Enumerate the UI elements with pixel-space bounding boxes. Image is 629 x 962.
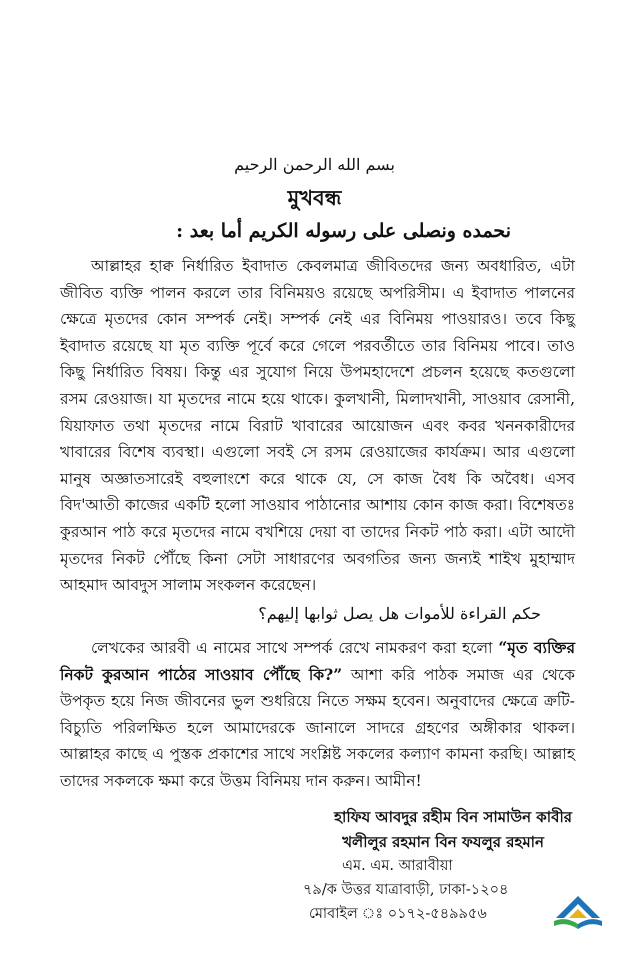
signature-author-2: খলীলুর রহমান বিন ফযলুর রহমান [342, 833, 544, 851]
paragraph-2 [60, 635, 575, 795]
paragraph-2-after: আশা করি পাঠক সমাজ এর থেকে উপকৃত হয়ে নিজ জীবনের ভুল শুধরিয়ে নিতে সক্ষম হবেন। অনুবাদের ক্ষেত্রে ক্রটি-বিচ্যুতি পরিলক্ষিত হলে আমাদেরকে জানালে সাদরে গ্রহণের অঙ্গীকার থাকল। আল্লাহর কাছে এ পুস্তক প্রকাশের সাথে সংশ্লিষ্ট সকলের কল্যাণ কামনা করছি। আল্লাহ তাদের সকলকে ক্ষমা করে উত্তম বিনিময় দান করুন। আমীন! [60, 665, 576, 790]
paragraph-1: আল্লাহর হাক্ব নির্ধারিত ইবাদাত কেবলমাত্র জীবিতদের জন্য অবধারিত, এটা জীবিত ব্যক্তি পালন করলে তার বিনিময়ও রয়েছে অপরিসীম। এ ইবাদাত পালনের ক্ষেত্রে মৃতদের কোন সম্পর্ক নেই। সম্পর্ক নেই এর বিনিময় পাওয়ারও। তবে কিছু ইবাদাত রয়েছে যা মৃত ব্যক্তি পূর্বে করে গেলে পরবর্তীতে তার বিনিময় পাবে। তাও কিছু নির্ধারিত বিষয়। কিন্তু এর সুযোগ নিয়ে উপমহাদেশে প্রচলন হয়েছে কতগুলো রসম রেওয়াজ। যা মৃতদের নামে হয়ে থাকে। কুলখানী, মিলাদখানী, সাওয়াব রেসানী, যিয়াফাত তথা মৃতদের নামে বিরাট খাবারের আয়োজন এবং কবর খননকারীদের খাবারের বিশেষ ব্যবস্থা। এগুলো সবই সে রসম রেওয়াজের কার্যক্রম। আর এগুলো মানুষ অজ্ঞাতসারেই বহুলাংশে করে থাকে যে, সে কাজ বৈধ কি অবৈধ। এসব বিদ'আতী কাজের একটি হলো সাওয়াব পাঠানোর আশায় কোন কাজ করা। বিশেষতঃ কুরআন পাঠ করে মৃতদের নামে বখশিয়ে দেয়া বা তাদের নিকট পাঠ করা। এটা আদৌ মৃতদের নিকট পৌঁছে কিনা সেটা সাধারণের অবগতির জন্য জন্যই শাইখ মুহাম্মাদ আহমাদ আবদুস সালাম সংকলন করেছেন। [60, 257, 575, 595]
logo-book-left [554, 919, 578, 929]
logo-book-right [578, 919, 602, 929]
arabic-question: حكم القراءة للأموات هل يصل ثوابها إليهم؟ [258, 604, 541, 623]
page-title: মুখবন্ধ [287, 185, 342, 210]
publisher-logo-icon [552, 892, 604, 932]
signature-address: ৭৯/ক উত্তর যাত্রাবাড়ী, ঢাকা-১২০৪ [303, 882, 509, 898]
signature-institution: এম. এম. আরাবীয়া [342, 858, 453, 874]
signature-author-1: হাফিয আবদুর রহীম বিন সামাউন কাবীর [334, 808, 572, 826]
bismillah: بسم الله الرحمن الرحيم [234, 155, 395, 174]
logo-inner-shape [569, 909, 587, 918]
signature-phone: মোবাইল ঃ ০১৭২-৫৪৯৯৫৬ [309, 906, 487, 922]
book-title: “মৃত ব্যক্তির নিকট কুরআন পাঠের সাওয়াব পৌঁছে কি?” [60, 638, 576, 684]
arabic-opening: نحمده ونصلى على رسوله الكريم أما بعد : [176, 220, 511, 242]
paragraph-2-before: লেখকের আরবী এ নামের সাথে সম্পর্ক রেখে নামকরণ করা হলো [91, 639, 499, 657]
